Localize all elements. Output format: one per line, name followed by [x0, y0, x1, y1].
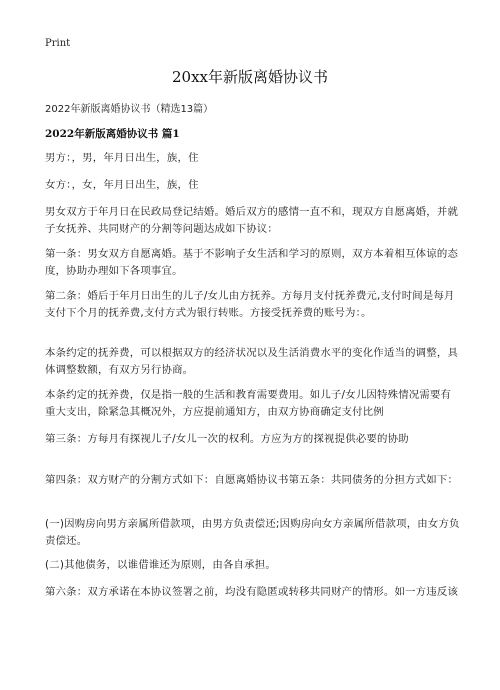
paragraph-text: 男女双方于年月日在民政局登记结婚。婚后双方的感情一直不和，现双方自愿离婚，并就子女抚养、共同财产的分割等问题达成如下协议：	[45, 206, 459, 235]
paragraph-article-6	[45, 584, 460, 601]
document-subtitle: 2022年新版离婚协议书（精选13篇）	[45, 104, 214, 115]
paragraph-text: 第二条：婚后于年月日出生的儿子/女儿由方抚养。方每月支付抚养费元,支付时间是每月支付下个月的抚养费,支付方式为银行转账。方接受抚养费的账号为：。	[45, 290, 455, 319]
paragraph-article-1	[45, 246, 460, 280]
paragraph-text: 本条约定的抚养费，仅是指一般的生活和教育需要费用。如儿子/女儿因特殊情况需要有重大支出，除紧急其概况外，方应提前通知方，由双方协商确定支付比例	[45, 389, 452, 418]
paragraph-text: 第一条：男女双方自愿离婚。基于不影响子女生活和学习的原则，双方本着相互体谅的态度，协助办理如下各项事宜。	[45, 248, 459, 277]
paragraph-text: 第六条：双方承诺在本协议签署之前，均没有隐匿或转移共同财产的情形。如一方违反该	[45, 586, 459, 598]
paragraph-debt-1	[45, 516, 460, 550]
section-heading: 2022年新版离婚协议书 篇1	[45, 128, 180, 140]
paragraph-support-scope	[45, 387, 460, 421]
paragraph-text: 本条约定的抚养费，可以根据双方的经济状况以及生活消费水平的变化作适当的调整，具体调整数额，有双方另行协商。	[45, 347, 459, 376]
paragraph-text: 女方：，女，年月日出生，族，住	[45, 179, 199, 191]
page-title: 20xx年新版离婚协议书	[171, 68, 328, 86]
paragraph-text: 男方：，男，年月日出生，族，住	[45, 152, 199, 164]
paragraph-support-adjustment	[45, 345, 460, 379]
paragraph-text: (一)因购房向男方亲属所借款项，由男方负责偿还;因购房向女方亲属所借款项，由女方负责偿还。	[45, 518, 460, 547]
paragraph-text: 第三条：方每月有探视儿子/女儿一次的权利。方应为方的探视提供必要的协助	[45, 433, 409, 445]
paragraph-article-4	[45, 472, 460, 489]
paragraph-debt-2	[45, 557, 460, 574]
paragraph-article-2	[45, 288, 460, 322]
paragraph-text: (二)其他债务，以谁借谁还为原则，由各自承担。	[45, 559, 276, 571]
print-label: Print	[45, 38, 71, 49]
paragraph-male-party	[45, 150, 460, 167]
paragraph-marriage-registration	[45, 204, 460, 238]
paragraph-article-3	[45, 431, 460, 448]
paragraph-text: 第四条：双方财产的分割方式如下：自愿离婚协议书第五条：共同债务的分担方式如下：	[45, 474, 459, 486]
paragraph-female-party	[45, 177, 460, 194]
